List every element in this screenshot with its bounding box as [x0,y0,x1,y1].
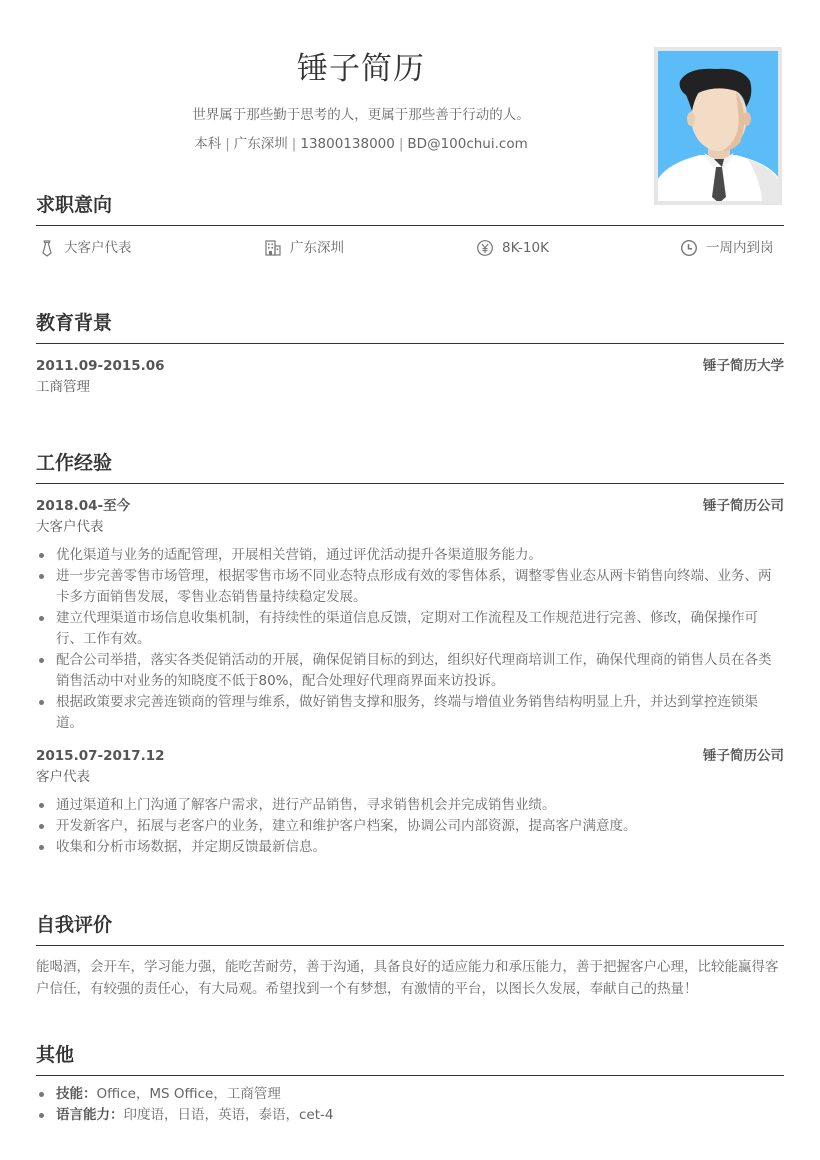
tie-icon [38,239,56,257]
location: 广东深圳 [233,136,288,152]
job-role: 客户代表 [36,769,90,785]
yen-icon [476,239,494,257]
work-entry [36,746,784,858]
separator: | [398,136,404,152]
work-entry-head [36,746,784,766]
work-bullets [36,795,784,858]
education-level: 本科 [194,136,222,152]
intent-label: 一周内到岗 [706,240,774,256]
section-education [36,310,784,397]
list-item: 配合公司举措，落实各类促销活动的开展，确保促销目标的到达，组织好代理商培训工作，确保代理商的销售人员在各类销售活动中对业务的知晓度不低于80%，配合处理好代理商界面来访投诉。 [36,650,784,692]
skills-item [36,1084,784,1105]
intent-availability [680,238,774,258]
work-bullets [36,545,784,734]
candidate-name: 锤子简历 [297,51,425,87]
intent-location [264,238,344,258]
work-date: 2018.04-至今 [36,498,131,514]
company-name: 锤子简历公司 [703,498,784,514]
intent-label: 大客户代表 [64,240,132,256]
list-item: 通过渠道和上门沟通了解客户需求，进行产品销售，寻求销售机会并完成销售业绩。 [36,795,784,816]
list-item: 建立代理渠道市场信息收集机制，有持续性的渠道信息反馈，定期对工作流程及工作规范进行完善、修改，确保操作可行、工作有效。 [36,608,784,650]
other-list [36,1084,784,1126]
major: 工商管理 [36,379,90,395]
motto: 世界属于那些勤于思考的人，更属于那些善于行动的人。 [192,107,530,123]
phone: 13800138000 [300,136,395,152]
section-title: 其他 [36,1042,784,1076]
work-date: 2015.07-2017.12 [36,748,165,764]
list-item: 收集和分析市场数据，并定期反馈最新信息。 [36,837,784,858]
languages-item [36,1105,784,1126]
resume-page [36,0,784,1160]
section-self-evaluation [36,912,784,1000]
list-item: 优化渠道与业务的适配管理，开展相关营销，通过评优活动提升各渠道服务能力。 [36,545,784,566]
languages-value: 印度语，日语，英语，泰语，cet-4 [123,1107,334,1123]
section-title: 工作经验 [36,450,784,484]
company-name: 锤子简历公司 [703,748,784,764]
building-icon [264,239,282,257]
clock-icon [680,239,698,257]
avatar-photo [654,47,782,205]
work-entry [36,496,784,734]
section-title: 自我评价 [36,912,784,946]
section-work-experience [36,450,784,858]
intent-salary [476,238,549,258]
intent-row [36,238,784,268]
skills-value: Office，MS Office，工商管理 [96,1086,281,1102]
school-name: 锤子简历大学 [703,358,784,374]
section-job-intent [36,192,784,268]
self-evaluation-text: 能喝酒，会开车，学习能力强，能吃苦耐劳，善于沟通，具备良好的适应能力和承压能力，善于把握客户心理，比较能赢得客户信任，有较强的责任心，有大局观。希望找到一个有梦想，有激情的平台，以图长久发展，奉献自己的热量！ [36,959,779,997]
section-title: 求职意向 [36,192,784,226]
section-other [36,1042,784,1126]
education-date: 2011.09-2015.06 [36,358,165,374]
job-role: 大客户代表 [36,519,104,535]
list-item: 根据政策要求完善连锁商的管理与维系，做好销售支撑和服务，终端与增值业务销售结构明显上升，并达到掌控连锁渠道。 [36,692,784,734]
section-title: 教育背景 [36,310,784,344]
intent-label: 8K-10K [502,240,549,256]
education-entry-head [36,356,784,376]
separator: | [291,136,297,152]
avatar-icon [658,51,778,201]
separator: | [225,136,230,152]
intent-label: 广东深圳 [290,240,344,256]
list-item: 进一步完善零售市场管理，根据零售市场不同业态特点形成有效的零售体系，调整零售业态从两卡销售向终端、业务、两卡多方面销售发展，零售业态销售量持续稳定发展。 [36,566,784,608]
work-entry-head [36,496,784,516]
skills-label: 技能： [56,1086,97,1102]
email: BD@100chui.com [407,136,528,152]
languages-label: 语言能力： [56,1107,124,1123]
contact-line [36,134,686,154]
intent-position [38,238,132,258]
list-item: 开发新客户，拓展与老客户的业务，建立和维护客户档案，协调公司内部资源，提高客户满意度。 [36,816,784,837]
